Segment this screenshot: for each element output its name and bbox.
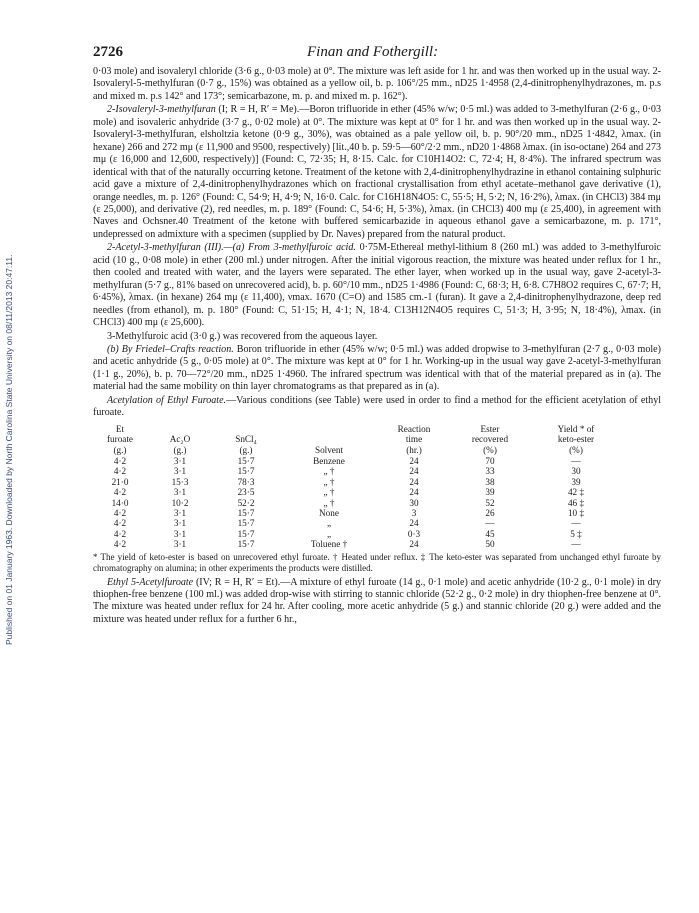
table-cell: —: [571, 539, 581, 550]
paragraph-recovered-acid: 3-Methylfuroic acid (3·0 g.) was recovered from the aqueous layer.: [107, 330, 378, 342]
table-cell: „: [326, 518, 332, 529]
table-header-row: [93, 424, 621, 456]
page-number: 2726: [93, 44, 123, 60]
table-cell: 15·7: [237, 518, 255, 529]
table-cell: 24: [409, 518, 419, 529]
table-row: [93, 539, 621, 549]
table-cell: 78·3: [237, 476, 255, 487]
table-cell: 21·0: [111, 476, 129, 487]
table-cell: Benzene: [313, 455, 345, 466]
table-cell: 39: [571, 476, 581, 487]
table-cell: 4·2: [113, 518, 127, 529]
header-ac2o: Ac₂O (g.): [169, 434, 191, 455]
table-cell: 24: [409, 466, 419, 477]
table-cell: 3·1: [173, 539, 187, 550]
table-row: [93, 518, 621, 528]
table-cell: 10 ‡: [567, 507, 585, 518]
table-cell: 30: [409, 497, 419, 508]
table-cell: 3·1: [173, 466, 187, 477]
table-cell: 50: [485, 539, 495, 550]
table-cell: 30: [571, 466, 581, 477]
table-cell: 5 ‡: [570, 528, 582, 539]
table-cell: 15·7: [237, 507, 255, 518]
paragraph-acetyl-3-methylfuran: 2-Acetyl-3-methylfuran (III).—(a) From 3-methylfuroic acid. 0·75M-Ethereal methyl-lithium 8 (260 ml.) was added to 3-methylfuroic acid (10 g., 0·08 mole) in ether (200 ml.) under nitrogen. After the initial vigorous reaction, the mixture was heated under reflux for 1 hr., then cooled and treated with water, and the layers were separated. The ether layer, when worked up in the usual way, gave 2-acetyl-3-methylfuran (5·7 g., 81% based on unrecovered acid), b. p. 60°/10 mm., nD25 1·4986 (Found: C, 68·3; H, 6·8. C7H8O2 requires C, 67·7; H, 6·45%), λmax. (in hexane) 264 mμ (ε 11,400), νmax. 1670 (C=O) and 1585 cm.-1 (furan). It gave a 2,4-dinitrophenylhydrazone, deep red needles (from ethanol), m. p. 180° (Found: C, 51·15; H, 4·1; N, 18·4. C13H12N4O5 requires C, 51·3; H, 3·95; N, 18·4%), λmax. (in CHCl3) 400 mμ (ε 25,600).: [93, 242, 662, 329]
table-cell: 23·5: [237, 487, 255, 498]
header-ester-recovered: Ester recovered (%): [471, 423, 509, 455]
table-cell: 39: [485, 487, 495, 498]
table-cell: 0·3: [407, 528, 421, 539]
table-cell: 4·2: [113, 507, 127, 518]
paragraph-isovaleryl-5-methylfuran: 0·03 mole) and isovaleryl chloride (3·6 g., 0·03 mole) at 0°. The mixture was left aside for 1 hr. and was then worked up in the usual way. 2-Isovaleryl-5-methylfuran (0·7 g., 15%) was obtained as a yellow oil, b. p. 106°/25 mm., nD25 1·4958 (2,4-dinitrophenylhydrazones, m. p.s and mixed m. p.s 142° and 173°; semicarbazone, m. p. and mixed m. p. 162°).: [93, 66, 661, 102]
table-cell: 33: [485, 466, 495, 477]
table-cell: 24: [409, 455, 419, 466]
table-cell: 46 ‡: [567, 497, 585, 508]
table-cell: 10·2: [171, 497, 189, 508]
table-cell: —: [571, 518, 581, 529]
table-cell: 15·7: [237, 528, 255, 539]
table-footnote: * The yield of keto-ester is based on unrecovered ethyl furoate. † Heated under reflux. ‡ The keto-ester was separated from unchanged ethyl furoate by chromatography on alumina; in other experiments the products were distilled.: [93, 551, 661, 573]
table-cell: 52: [485, 497, 495, 508]
table-cell: 3·1: [173, 518, 187, 529]
header-sncl4: SnCl₄ (g.): [235, 434, 257, 455]
table-cell: 4·2: [113, 487, 127, 498]
subsection-title: (b) By Friedel–Crafts reaction.: [107, 343, 234, 355]
section-title: Acetylation of Ethyl Furoate.: [107, 394, 227, 406]
table-cell: None: [319, 507, 339, 518]
acetylation-table: [93, 424, 621, 550]
header-et-furoate: Et furoate (g.): [106, 423, 133, 455]
header-yield: Yield * of keto-ester (%): [557, 423, 595, 455]
table-cell: 3: [411, 507, 417, 518]
table-cell: 3·1: [173, 528, 187, 539]
table-cell: 4·2: [113, 455, 127, 466]
table-row: [93, 466, 621, 476]
table-cell: „ †: [323, 487, 335, 498]
header-solvent: Solvent: [314, 444, 344, 455]
table-cell: 42 ‡: [567, 487, 585, 498]
table-row: [93, 487, 621, 497]
table-cell: 52·2: [237, 497, 255, 508]
table-cell: 70: [485, 455, 495, 466]
table-cell: 15·7: [237, 466, 255, 477]
table-cell: Toluene †: [310, 539, 348, 550]
paragraph-isovaleryl-3-methylfuran: 2-Isovaleryl-3-methylfuran (I; R = H, R′ = Me).—Boron trifluoride in ether (45% w/w; 0·5 ml.) was added to 3-methylfuran (2·6 g., 0·03 mole) and isovaleric anhydride (3·7 g., 0·02 mole) at 0°. The mixture was kept at 0° for 1 hr. and was then worked up in the usual way. 2-Isovaleryl-3-methylfuran, elsholtzia ketone (0·9 g., 30%), was obtained as a pale yellow oil, b. p. 90°/20 mm., nD25 1·4842, λmax. (in hexane) 266 and 272 mμ (ε 11,900 and 9500, respectively) [lit.,40 b. p. 59·5—60°/2·2 mm., nD20 1·4868 λmax. (in iso-octane) 264 and 273 mμ (ε 16,000 and 12,600, respectively)] (Found: C, 72·35; H, 8·15. Calc. for C10H14O2: C, 72·4; H, 8·4%). The infrared spectrum was identical with that of the naturally occurring ketone. Treatment of the ketone with 2,4-dinitrophenylhydrazine in ethanol containing sulphuric acid gave a mixture of 2,4-dinitrophenylhydrazones which on fractional crystallisation from ethyl acetate–methanol gave derivative (1), orange needles, m. p. 126° (Found: C, 54·9; H, 4·9; N, 16·0. Calc. for C16H18N4O5: C, 55·5; H, 5·2; N, 16·2%), λmax. (in CHCl3) 384 mμ (ε 25,000), and derivative (2), red needles, m. p. 189° (Found: C, 54·6; H, 5·3%), λmax. (in CHCl3) 400 mμ (ε 25,400), in agreement with Naves and Ochsner.40 Treatment of the ketone with buffered semicarbazide in aqueous ethanol gave a semicarbazone, m. p. 171°, undepressed on admixture with a specimen (supplied by Dr. Naves) prepared from the natural product.: [93, 104, 661, 240]
paragraph-friedel-crafts: (b) By Friedel–Crafts reaction. Boron trifluoride in ether (45% w/w; 0·5 ml.) was added dropwise to 3-methylfuran (2·7 g., 0·03 mole) and acetic anhydride (5 g., 0·05 mole) at 0°. The mixture was kept at 0° for 1 hr. Working-up in the usual way gave 2-acetyl-3-methylfuran (1·1 g., 20%), b. p. 70—72°/20 mm., nD25 1·4960. The infrared spectrum was identical with that of the material prepared as in (a). The material had the same mobility on thin layer chromatograms as that prepared as in (a).: [93, 343, 661, 393]
table-cell: 24: [409, 476, 419, 487]
download-watermark: Published on 01 January 1963. Downloaded by North Carolina State University on 08/11/2013 20:47:11.: [4, 254, 14, 646]
table-cell: 4·2: [113, 539, 127, 550]
table-cell: 14·0: [111, 497, 129, 508]
paragraph-ethyl-5-acetylfuroate: Ethyl 5-Acetylfuroate (IV; R = H, R′ = Et).—A mixture of ethyl furoate (14 g., 0·1 mole) and acetic anhydride (10·2 g., 0·1 mole) in dry thiophen-free benzene (100 ml.) was added drop-wise with stirring to stannic chloride (52·2 g., 0·2 mole) in dry thiophen-free benzene at 0°. The mixture was heated under reflux for 24 hr. After cooling, more acetic anhydride (5 g.) and stannic chloride (20 g.) were added and the mixture was heated under reflux for a further 6 hr.,: [93, 576, 661, 625]
section-title: 2-Acetyl-3-methylfuran: [107, 242, 201, 254]
table-cell: „ †: [323, 497, 335, 508]
table-cell: 45: [485, 528, 495, 539]
running-title: Finan and Fothergill:: [307, 44, 439, 60]
section-title: Ethyl 5-Acetylfuroate: [107, 576, 194, 588]
table-cell: 24: [409, 487, 419, 498]
table-row: [93, 477, 621, 487]
table-cell: 15·7: [237, 455, 255, 466]
table-row: [93, 508, 621, 518]
table-cell: 26: [485, 507, 495, 518]
table-cell: „ †: [323, 476, 335, 487]
table-row: [93, 498, 621, 508]
table-cell: 3·1: [173, 455, 187, 466]
table-cell: „: [326, 528, 332, 539]
table-cell: 4·2: [113, 528, 127, 539]
page: [93, 44, 661, 626]
table-row: [93, 456, 621, 466]
table-cell: 15·7: [237, 539, 255, 550]
table-cell: 3·1: [173, 487, 187, 498]
table-cell: 15·3: [171, 476, 189, 487]
table-cell: —: [571, 455, 581, 466]
table-cell: 3·1: [173, 507, 187, 518]
table-cell: 38: [485, 476, 495, 487]
paragraph-acetylation-ethyl-furoate: Acetylation of Ethyl Furoate.—Various conditions (see Table) were used in order to find a method for the efficient acetylation of ethyl furoate.: [93, 394, 662, 419]
table-cell: 24: [409, 539, 419, 550]
page-header: [93, 44, 661, 66]
table-row: [93, 529, 621, 539]
table-cell: 4·2: [113, 466, 127, 477]
table-cell: „ †: [323, 466, 335, 477]
section-title: 2-Isovaleryl-3-methylfuran: [107, 104, 216, 116]
header-reaction-time: Reaction time (hr.): [397, 423, 431, 455]
table-cell: —: [485, 518, 495, 529]
